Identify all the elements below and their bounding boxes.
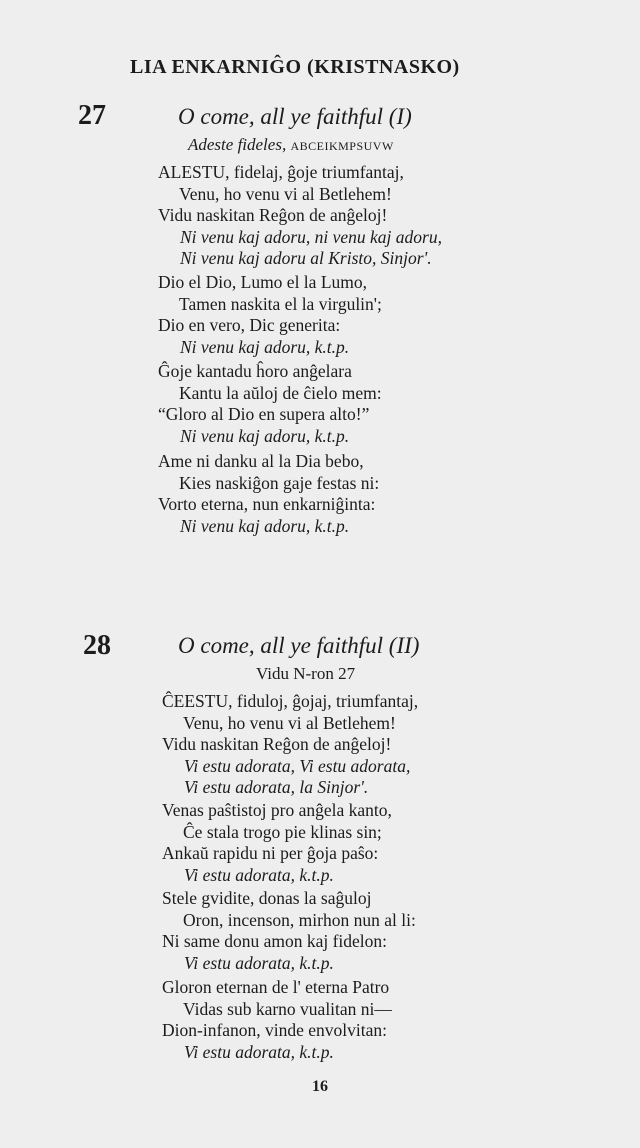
refrain-line: Vi estu adorata, k.t.p.: [184, 952, 334, 973]
verse-line: Dio en vero, Dic generita:: [158, 315, 341, 335]
verse-line: Dio el Dio, Lumo el la Lumo,: [158, 272, 367, 292]
verse-line: Venu, ho venu vi al Betlehem!: [183, 712, 396, 733]
stanza-28-3: [162, 888, 416, 974]
verse-line: Gloron eternan de l' eterna Patro: [162, 977, 390, 997]
verse-line: ĈEESTU, fiduloj, ĝojaj, triumfantaj,: [162, 691, 419, 711]
running-head: LIA ENKARNIĜO (KRISTNASKO): [130, 56, 460, 78]
hymn-subtitle-27: [188, 135, 394, 155]
verse-line: Vidas sub karno vualitan ni—: [183, 998, 392, 1019]
verse-line: Vorto eterna, nun enkarniĝinta:: [158, 494, 376, 514]
hymn-number-28: 28: [83, 630, 111, 661]
tune-meter: ABCEIKMPSUVW: [290, 139, 394, 153]
verse-line: Oron, incenson, mirhon nun al li:: [183, 909, 416, 930]
verse-line: Venu, ho venu vi al Betlehem!: [179, 183, 392, 204]
verse-line: Ankaŭ rapidu ni per ĝoja paŝo:: [162, 843, 379, 863]
refrain-line: Ni venu kaj adoru, k.t.p.: [180, 425, 350, 446]
verse-line: Venas paŝtistoj pro anĝela kanto,: [162, 800, 392, 820]
hymn-title-28: O come, all ye faithful (II): [178, 633, 420, 658]
verse-line: Vidu naskitan Reĝon de anĝeloj!: [162, 734, 392, 754]
refrain-line: Vi estu adorata, k.t.p.: [184, 1041, 334, 1062]
hymn-number-27: 27: [78, 100, 106, 131]
verse-line: Kantu la aŭloj de ĉielo mem:: [179, 382, 382, 403]
refrain-line: Ni venu kaj adoru, ni venu kaj adoru,: [180, 226, 442, 247]
refrain-line: Ni venu kaj adoru al Kristo, Sinjor'.: [180, 248, 432, 268]
verse-line: Kies naskiĝon gaje festas ni:: [179, 472, 380, 493]
verse-line: Vidu naskitan Reĝon de anĝeloj!: [158, 205, 388, 225]
verse-line: “Gloro al Dio en supera alto!”: [158, 404, 370, 424]
verse-line: Ĉe stala trogo pie klinas sin;: [183, 821, 382, 842]
verse-line: Tamen naskita el la virgulin';: [179, 293, 382, 314]
stanza-28-1: [162, 691, 418, 799]
hymn-subtitle-28: Vidu N-ron 27: [256, 664, 356, 683]
refrain-line: Vi estu adorata, k.t.p.: [184, 864, 334, 885]
stanza-28-4: [162, 977, 392, 1063]
verse-line: ALESTU, fidelaj, ĝoje triumfantaj,: [158, 162, 404, 182]
verse-line: Ame ni danku al la Dia bebo,: [158, 451, 364, 471]
refrain-line: Vi estu adorata, la Sinjor'.: [184, 777, 369, 797]
tune-name: Adeste fideles,: [188, 135, 287, 154]
stanza-27-4: [158, 451, 379, 537]
stanza-27-3: [158, 361, 382, 447]
stanza-28-2: [162, 800, 392, 886]
page-number: 16: [312, 1078, 328, 1095]
hymn-title-27: O come, all ye faithful (I): [178, 104, 412, 129]
stanza-27-2: [158, 272, 382, 358]
stanza-27-1: [158, 162, 442, 270]
refrain-line: Ni venu kaj adoru, k.t.p.: [180, 515, 350, 536]
verse-line: Dion-infanon, vinde envolvitan:: [162, 1020, 388, 1040]
refrain-line: Ni venu kaj adoru, k.t.p.: [180, 336, 350, 357]
verse-line: Stele gvidite, donas la saĝuloj: [162, 888, 372, 908]
verse-line: Ĝoje kantadu ĥoro anĝelara: [158, 361, 352, 381]
verse-line: Ni same donu amon kaj fidelon:: [162, 931, 388, 951]
refrain-line: Vi estu adorata, Vi estu adorata,: [184, 755, 411, 776]
